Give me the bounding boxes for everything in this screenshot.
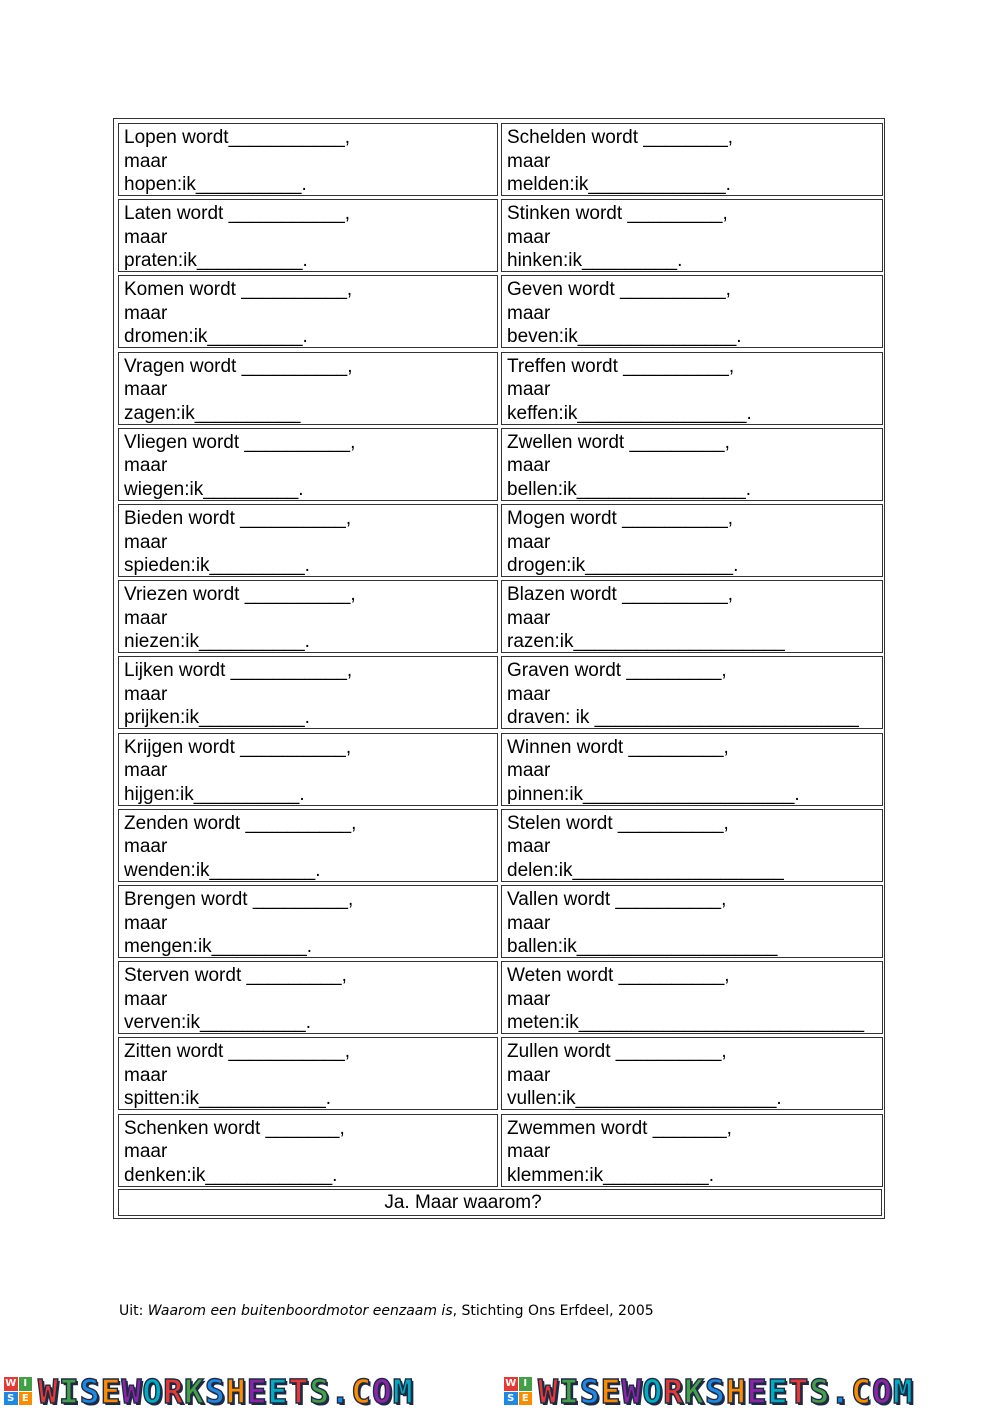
cell-prompt: Vliegen wordt __________, [124,431,356,453]
watermark-right [504,1371,914,1411]
cell-connector: maar [507,150,551,172]
cell-answer-line: melden:ik_____________. [507,174,731,195]
watermark-text: W I S E W O R K S H E E T S . C O M [538,1371,914,1411]
cell-answer-line: zagen:ik__________ [124,402,301,424]
cell-connector: maar [124,760,168,782]
cell-prompt: Bieden wordt __________, [124,508,352,529]
cell-connector: maar [507,1064,551,1086]
cell-answer-line: wiegen:ik_________. [124,478,304,500]
cell-connector: maar [507,836,551,858]
exercise-cell [118,580,498,653]
cell-connector: maar [124,683,168,705]
cell-answer-line: meten:ik___________________________ [507,1012,865,1034]
cell-answer-line: prijken:ik__________. [124,707,310,729]
exercise-cell [501,123,883,196]
cell-prompt: Brengen wordt _________, [124,889,354,910]
cell-prompt: Stinken wordt _________, [507,203,728,225]
exercise-cell [118,199,498,272]
cell-prompt: Geven wordt __________, [507,279,731,301]
logo-tile: W [505,1378,517,1389]
cell-answer-line: spieden:ik_________. [124,555,310,576]
logo-tile: E [519,1392,533,1406]
cell-answer-line: ballen:ik___________________ [507,936,778,957]
exercise-cell [118,504,498,577]
cell-connector: maar [507,607,551,629]
cell-prompt: Zwellen wordt _________, [507,431,730,453]
cell-connector: maar [507,988,551,1010]
cell-answer-line: pinnen:ik____________________. [507,783,800,805]
cell-answer-line: drogen:ik______________. [507,555,739,576]
source-title: Waarom een buitenboordmotor eenzaam is [147,1303,453,1319]
exercise-cell [501,275,883,348]
cell-connector: maar [124,988,168,1010]
logo-tile: S [4,1392,18,1406]
cell-prompt: Sterven wordt _________, [124,965,347,987]
cell-answer-line: wenden:ik__________. [124,859,321,881]
exercise-cell [501,352,883,425]
cell-connector: maar [124,302,168,324]
cell-prompt: Treffen wordt __________, [507,355,735,377]
cell-answer-line: hijgen:ik__________. [124,783,305,805]
cell-prompt: Krijgen wordt __________, [124,736,352,758]
cell-answer-line: klemmen:ik__________. [507,1164,715,1186]
cell-answer-line: vullen:ik___________________. [507,1088,782,1110]
cell-answer-line: razen:ik____________________ [507,631,785,653]
cell-prompt: Graven wordt _________, [507,660,727,682]
cell-connector: maar [124,1141,168,1163]
cell-prompt: Vragen wordt __________, [124,355,353,377]
cell-connector: maar [124,607,168,629]
cell-answer-line: delen:ik____________________ [507,859,784,881]
cell-connector: maar [124,226,168,248]
source-suffix: , Stichting Ons Erfdeel, 2005 [452,1303,654,1319]
cell-prompt: Zitten wordt ___________, [124,1041,351,1063]
cell-answer-line: mengen:ik_________. [124,936,313,957]
cell-connector: maar [124,455,168,477]
cell-connector: maar [124,150,168,172]
cell-prompt: Laten wordt ___________, [124,203,351,225]
cell-answer-line: hopen:ik__________. [124,174,307,195]
cell-connector: maar [124,531,168,553]
cell-connector: maar [124,836,168,858]
cell-prompt: Vriezen wordt __________, [124,584,356,606]
cell-answer-line: spitten:ik____________. [124,1088,332,1110]
logo-tile: S [504,1392,518,1406]
cell-connector: maar [507,302,551,324]
cell-answer-line: praten:ik__________. [124,250,308,272]
cell-answer-line: beven:ik_______________. [507,326,742,348]
cell-answer-line: bellen:ik________________. [507,478,752,500]
exercise-cell [501,885,883,958]
worksheet-table [113,118,885,1219]
exercise-cell [118,885,498,958]
cell-answer-line: niezen:ik__________. [124,631,310,653]
footer-question: Ja. Maar waarom? [384,1192,542,1213]
cell-prompt: Vallen wordt __________, [507,889,727,910]
logo-tile: I [519,1377,533,1391]
watermark-left [4,1371,414,1411]
exercise-cell [118,428,498,501]
cell-prompt: Weten wordt __________, [507,965,730,987]
exercise-cell [501,428,883,501]
wiseworksheets-logo-icon [504,1377,532,1405]
cell-prompt: Mogen wordt __________, [507,508,734,529]
cell-connector: maar [507,760,551,782]
cell-prompt: Winnen wordt _________, [507,736,729,758]
exercise-cell [118,1037,498,1110]
cell-connector: maar [507,226,551,248]
cell-connector: maar [507,1141,551,1163]
cell-connector: maar [124,1064,168,1086]
cell-prompt: Zenden wordt __________, [124,812,357,834]
cell-connector: maar [124,379,168,401]
exercise-cell [501,809,883,882]
source-citation [119,1303,654,1319]
exercise-cell [501,961,883,1034]
cell-prompt: Blazen wordt __________, [507,584,734,606]
exercise-cell [118,961,498,1034]
watermark-text: W I S E W O R K S H E E T S . C O M [38,1371,414,1411]
cell-prompt: Lijken wordt ___________, [124,660,353,682]
exercise-cell [118,1114,498,1187]
cell-answer-line: draven: ik _________________________ [507,707,859,729]
exercise-cell [501,733,883,806]
cell-connector: maar [507,912,551,934]
exercise-cell [501,656,883,729]
cell-prompt: Zullen wordt __________, [507,1041,727,1063]
cell-connector: maar [124,912,168,934]
exercise-cell [118,123,498,196]
exercise-cell [501,199,883,272]
logo-tile: E [19,1392,33,1406]
cell-answer-line: verven:ik__________. [124,1012,311,1034]
cell-connector: maar [507,531,551,553]
logo-tile: W [5,1378,17,1389]
exercise-cell [118,733,498,806]
cell-prompt: Lopen wordt___________, [124,127,351,148]
cell-prompt: Zwemmen wordt _______, [507,1117,732,1139]
exercise-cell [501,1037,883,1110]
exercise-cell [118,352,498,425]
cell-connector: maar [507,379,551,401]
exercise-cell [501,1114,883,1187]
exercise-cell [501,580,883,653]
logo-tile: I [19,1377,33,1391]
exercise-cell [118,656,498,729]
cell-prompt: Komen wordt __________, [124,279,353,301]
cell-answer-line: dromen:ik_________. [124,326,308,348]
source-prefix: Uit: [119,1303,148,1319]
cell-prompt: Schelden wordt ________, [507,127,734,148]
cell-answer-line: keffen:ik________________. [507,402,752,424]
cell-connector: maar [507,683,551,705]
cell-connector: maar [507,455,551,477]
wiseworksheets-logo-icon [4,1377,32,1405]
cell-answer-line: denken:ik____________. [124,1164,338,1186]
cell-answer-line: hinken:ik_________. [507,250,683,272]
cell-prompt: Stelen wordt __________, [507,812,729,834]
exercise-cell [118,809,498,882]
footer-question-row [118,1189,882,1216]
exercise-cell [118,275,498,348]
exercise-cell [501,504,883,577]
cell-prompt: Schenken wordt _______, [124,1117,345,1139]
